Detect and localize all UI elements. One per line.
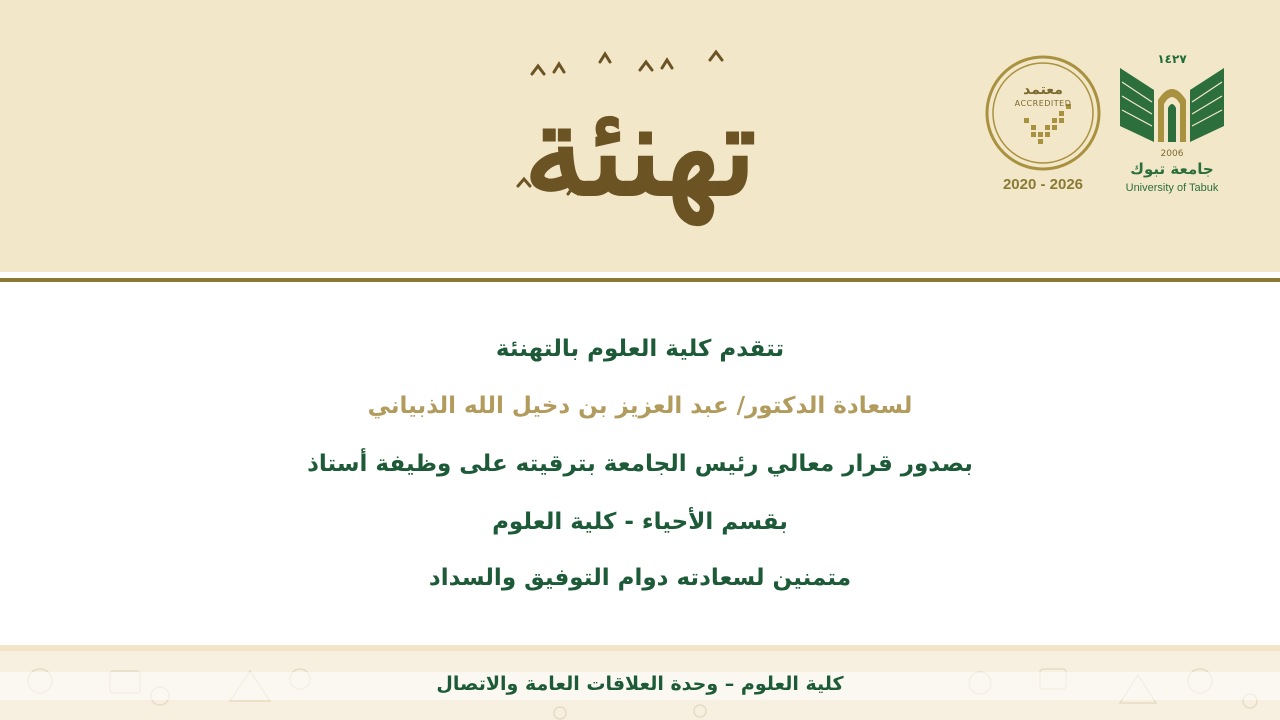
page-title: تهنئة (523, 79, 757, 224)
header-divider-gold (0, 278, 1280, 282)
header-divider-light (0, 272, 1280, 276)
university-name-ar: جامعة تبوك (1130, 160, 1214, 178)
university-name-en: University of Tabuk (1125, 182, 1219, 194)
accreditation-badge (978, 52, 1108, 200)
university-emblem-icon (1114, 56, 1230, 152)
accreditation-label-ar: معتمد (1023, 82, 1063, 98)
university-year: 2006 (1160, 149, 1184, 159)
message-line-1: تتقدم كلية العلوم بالتهنئة (495, 336, 785, 362)
university-logo (1114, 52, 1230, 200)
message-recipient: لسعادة الدكتور/ عبد العزيز بن دخيل الله الذبياني (367, 393, 913, 419)
accreditation-seal-icon (984, 54, 1102, 172)
accreditation-years: 2020 - 2026 (1002, 176, 1084, 193)
message-line-3: بصدور قرار معالي رئيس الجامعة بترقيته على وظيفة أستاذ (307, 451, 973, 477)
message-line-5: متمنين لسعادته دوام التوفيق والسداد (428, 565, 852, 591)
message-line-4: بقسم الأحياء - كلية العلوم (492, 509, 788, 535)
university-year-hijri: ١٤٢٧ (1157, 52, 1187, 66)
footer-text: كلية العلوم – وحدة العلاقات العامة والاتصال (436, 673, 844, 695)
accreditation-label-en: ACCREDITED (1014, 99, 1072, 108)
calligraphy-title (440, 30, 840, 245)
